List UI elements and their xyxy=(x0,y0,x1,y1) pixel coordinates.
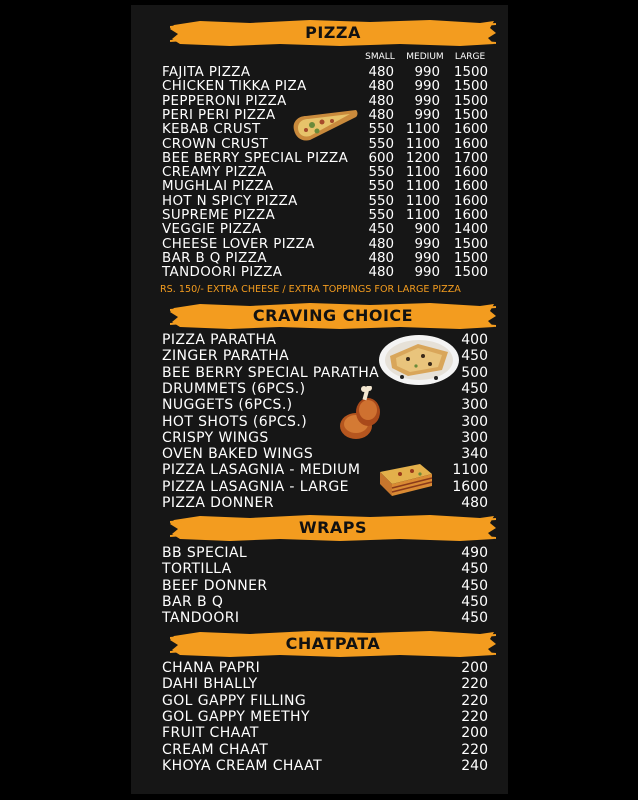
price-small: 550 xyxy=(368,136,394,152)
menu-item-name: CHEESE LOVER PIZZA xyxy=(162,236,315,252)
price-small: 450 xyxy=(368,222,394,238)
menu-item-name: CHANA PAPRI xyxy=(162,660,261,676)
pizza-slice-image xyxy=(290,108,360,144)
price-small: 550 xyxy=(368,165,394,181)
menu-item-price: 450 xyxy=(461,380,488,397)
menu-item-name: ZINGER PARATHA xyxy=(162,348,290,365)
price-small: 480 xyxy=(368,107,394,123)
menu-item-price: 480 xyxy=(461,495,488,511)
menu-item-price: 450 xyxy=(461,577,488,594)
price-large: 1600 xyxy=(453,208,488,223)
menu-item-name: PIZZA PARATHA xyxy=(162,332,277,348)
price-medium: 990 xyxy=(414,65,440,80)
menu-item-name: FAJITA PIZZA xyxy=(162,65,251,80)
menu-item-name: HOT N SPICY PIZZA xyxy=(162,193,298,209)
menu-item-price: 500 xyxy=(461,364,488,381)
price-small: 480 xyxy=(368,236,394,252)
menu-item-name: CREAMY PIZZA xyxy=(162,165,267,181)
price-large: 1700 xyxy=(453,150,488,166)
menu-item-name: FRUIT CHAAT xyxy=(162,725,259,742)
menu-item-price: 200 xyxy=(461,725,488,742)
price-medium: 900 xyxy=(414,222,440,238)
menu-item-name: NUGGETS (6PCS.) xyxy=(162,397,293,414)
menu-item-name: BB SPECIAL xyxy=(162,545,248,561)
menu-item-name: BEEF DONNER xyxy=(162,577,268,594)
price-small: 480 xyxy=(368,250,394,266)
section-title: CRAVING CHOICE xyxy=(252,306,414,325)
menu-item-price: 300 xyxy=(461,429,488,446)
price-medium: 1100 xyxy=(405,193,440,209)
price-medium: 1100 xyxy=(405,122,440,138)
menu-item-price: 220 xyxy=(461,692,488,709)
price-large: 1500 xyxy=(453,93,488,109)
price-small: 480 xyxy=(368,65,394,80)
price-small: 550 xyxy=(368,179,394,195)
paratha-plate-image xyxy=(378,334,460,386)
menu-item-name: SUPREME PIZZA xyxy=(162,208,276,223)
menu-item-price: 450 xyxy=(461,348,488,365)
menu-item-name: OVEN BAKED WINGS xyxy=(162,446,314,463)
price-small: 550 xyxy=(368,122,394,138)
size-label-small: SMALL xyxy=(365,52,395,62)
pizza-banner xyxy=(170,19,496,47)
menu-item-name: CRISPY WINGS xyxy=(162,429,269,446)
menu-item-name: HOT SHOTS (6PCS.) xyxy=(162,413,308,430)
menu-item-name: DRUMMETS (6PCS.) xyxy=(162,380,306,397)
price-medium: 990 xyxy=(414,79,440,95)
price-small: 480 xyxy=(368,79,394,95)
menu-item-name: KHOYA CREAM CHAAT xyxy=(162,757,323,774)
menu-item-price: 450 xyxy=(461,593,488,610)
menu-item-name: VEGGIE PIZZA xyxy=(162,222,262,238)
craving-banner xyxy=(170,302,496,330)
menu-item-price: 400 xyxy=(461,332,488,348)
menu-item-name: GOL GAPPY FILLING xyxy=(162,692,307,709)
menu-item-name: BAR B Q xyxy=(162,593,224,610)
menu-item-price: 220 xyxy=(461,708,488,725)
price-small: 550 xyxy=(368,193,394,209)
menu-item-name: DAHI BHALLY xyxy=(162,676,258,693)
menu-item-name: KEBAB CRUST xyxy=(162,122,261,138)
price-large: 1400 xyxy=(453,222,488,238)
price-small: 600 xyxy=(368,150,394,166)
price-small: 480 xyxy=(368,265,394,281)
menu-item-name: CREAM CHAAT xyxy=(162,741,269,758)
price-medium: 990 xyxy=(414,93,440,109)
chicken-drumsticks-image xyxy=(334,386,386,444)
menu-item-price: 220 xyxy=(461,676,488,693)
menu-item-name: CROWN CRUST xyxy=(162,136,269,152)
menu-item-name: PERI PERI PIZZA xyxy=(162,107,276,123)
chatpata-banner xyxy=(170,630,496,658)
price-large: 1500 xyxy=(453,265,488,281)
menu-item-price: 1600 xyxy=(452,478,488,495)
menu-item-price: 220 xyxy=(461,741,488,758)
price-large: 1500 xyxy=(453,107,488,123)
extra-toppings-note: RS. 150/- EXTRA CHEESE / EXTRA TOPPINGS FOR LARGE PIZZA xyxy=(160,284,461,295)
menu-item-name: BEE BERRY SPECIAL PIZZA xyxy=(162,150,349,166)
price-medium: 990 xyxy=(414,236,440,252)
price-large: 1600 xyxy=(453,193,488,209)
size-label-large: LARGE xyxy=(454,52,486,62)
price-large: 1600 xyxy=(453,179,488,195)
menu-item-price: 490 xyxy=(461,545,488,561)
menu-item-name: BAR B Q PIZZA xyxy=(162,250,267,266)
section-title: CHATPATA xyxy=(285,634,381,653)
menu-item-name: MUGHLAI PIZZA xyxy=(162,179,274,195)
price-large: 1600 xyxy=(453,136,488,152)
size-label-medium: MEDIUM xyxy=(406,52,444,62)
price-medium: 1100 xyxy=(405,165,440,181)
menu-item-name: CHICKEN TIKKA PIZA xyxy=(162,79,307,95)
price-small: 480 xyxy=(368,93,394,109)
section-title: PIZZA xyxy=(305,23,361,42)
price-medium: 1100 xyxy=(405,179,440,195)
menu-item-price: 450 xyxy=(461,561,488,578)
price-medium: 990 xyxy=(414,250,440,266)
menu-item-price: 240 xyxy=(461,757,488,774)
price-small: 550 xyxy=(368,208,394,223)
section-title: WRAPS xyxy=(298,518,368,537)
menu-item-price: 200 xyxy=(461,660,488,676)
price-large: 1500 xyxy=(453,79,488,95)
price-medium: 990 xyxy=(414,265,440,281)
menu-item-name: PIZZA DONNER xyxy=(162,495,274,511)
price-medium: 990 xyxy=(414,107,440,123)
price-large: 1600 xyxy=(453,165,488,181)
lasagna-image xyxy=(376,462,434,498)
menu-item-name: PIZZA LASAGNIA - MEDIUM xyxy=(162,462,361,479)
menu-item-price: 300 xyxy=(461,397,488,414)
menu-item-price: 340 xyxy=(461,446,488,463)
price-medium: 1100 xyxy=(405,136,440,152)
price-medium: 1200 xyxy=(405,150,440,166)
menu-item-name: TANDOORI PIZZA xyxy=(162,265,283,281)
menu-item-name: GOL GAPPY MEETHY xyxy=(162,708,310,725)
menu-item-name: PIZZA LASAGNIA - LARGE xyxy=(162,478,349,495)
menu-item-price: 450 xyxy=(461,610,488,627)
price-large: 1500 xyxy=(453,236,488,252)
wraps-banner xyxy=(170,514,496,542)
menu-item-name: TANDOORI xyxy=(162,610,240,627)
menu-item-name: TORTILLA xyxy=(162,561,232,578)
price-large: 1600 xyxy=(453,122,488,138)
price-large: 1500 xyxy=(453,65,488,80)
price-medium: 1100 xyxy=(405,208,440,223)
menu-item-price: 300 xyxy=(461,413,488,430)
price-large: 1500 xyxy=(453,250,488,266)
menu-item-price: 1100 xyxy=(452,462,488,479)
menu-item-name: PEPPERONI PIZZA xyxy=(162,93,287,109)
menu-item-name: BEE BERRY SPECIAL PARATHA xyxy=(162,364,380,381)
